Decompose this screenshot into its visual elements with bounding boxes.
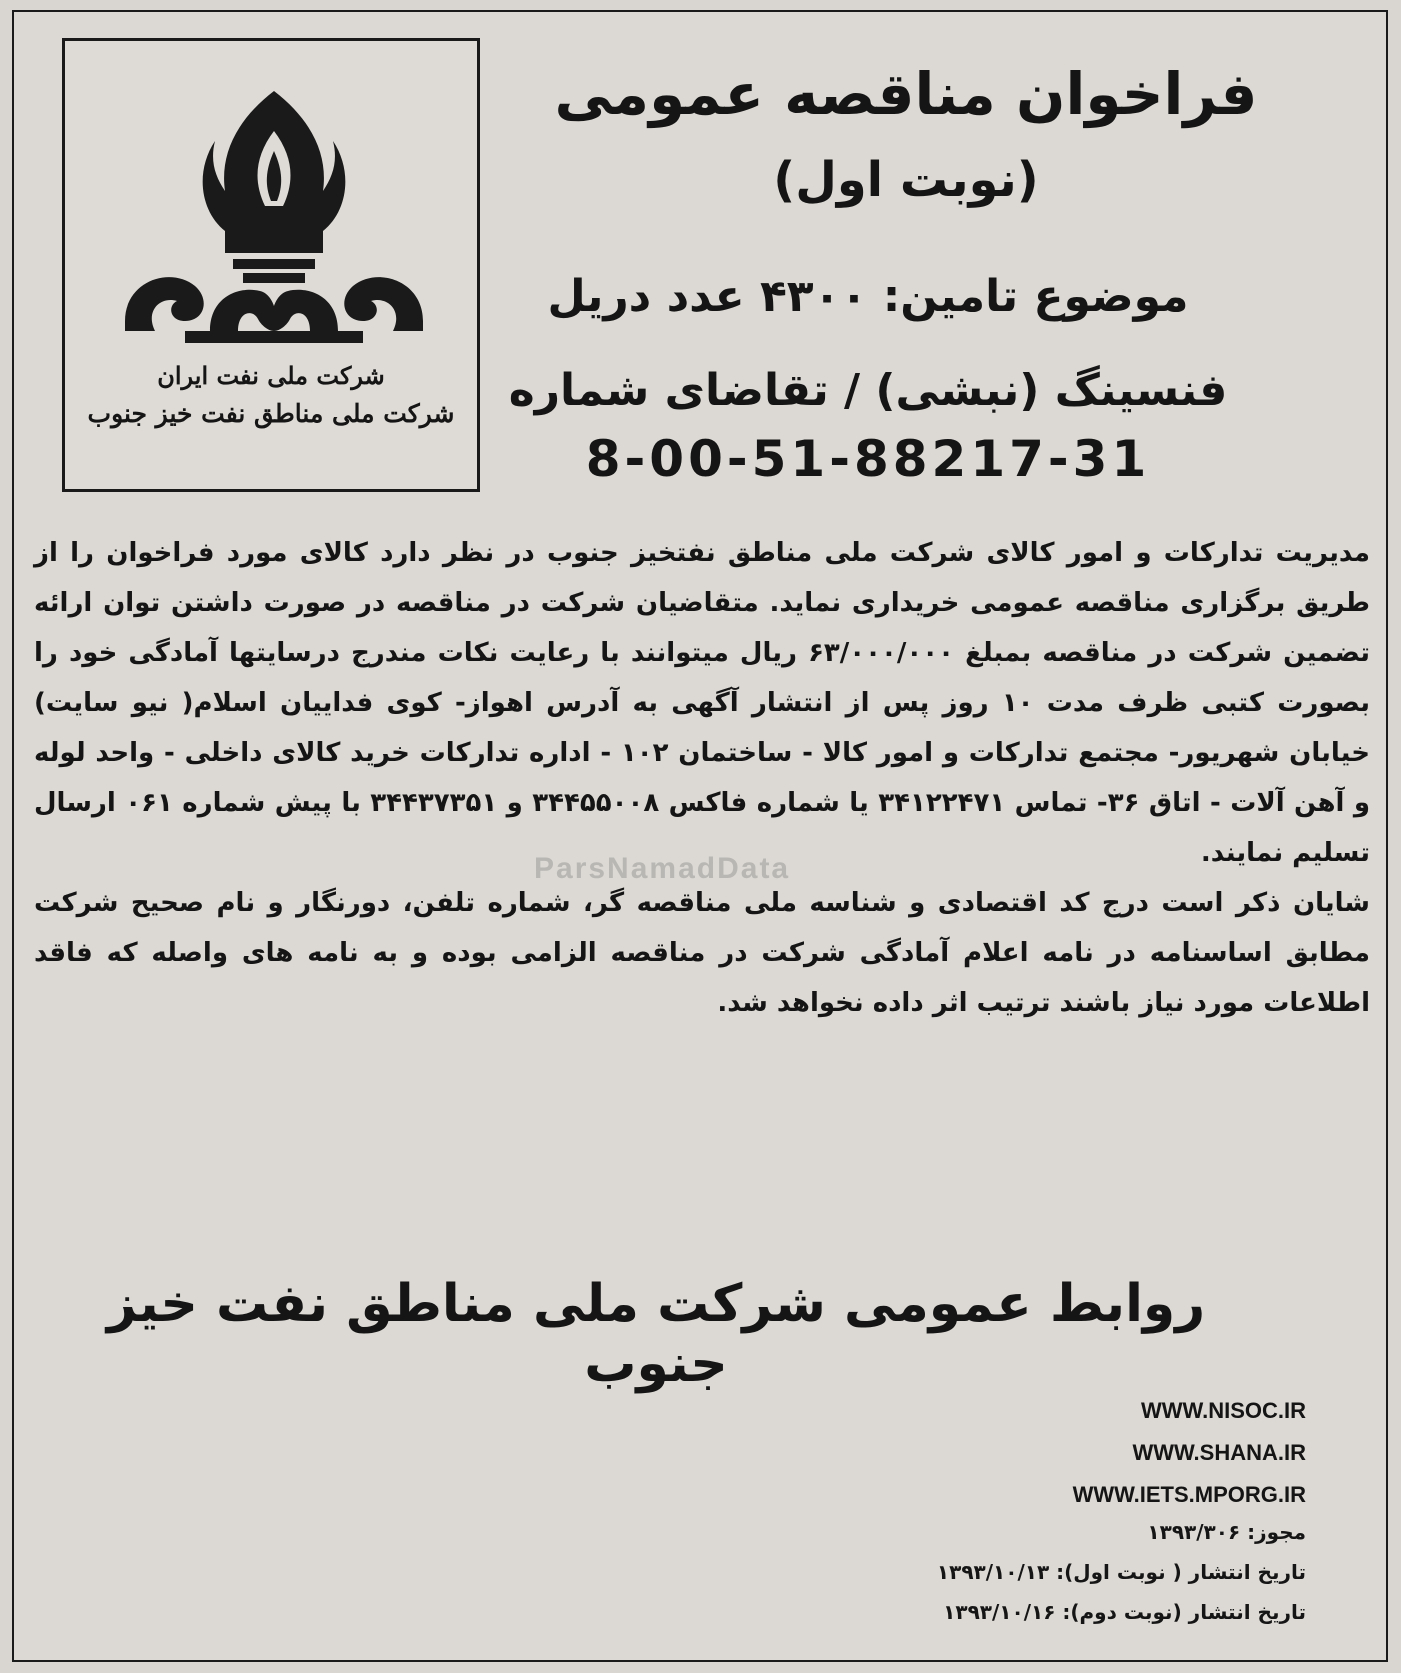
publication-info (937, 1512, 1306, 1632)
website-list (1073, 1390, 1306, 1516)
announcement-round: (نوبت اول) (773, 152, 1039, 208)
request-reference-number: 8-00-51-88217-31 (585, 430, 1151, 488)
subject-line-2: فنسینگ (نبشی) / تقاضای شماره (508, 365, 1228, 416)
signature-public-relations: روابط عمومی شرکت ملی مناطق نفت خیز جنوب (106, 1274, 1206, 1394)
website-link[interactable]: WWW.SHANA.IR (1132, 1440, 1306, 1465)
logo-caption-nioc: شرکت ملی نفت ایران (157, 361, 385, 390)
logo-caption-nisoc: شرکت ملی مناطق نفت خیز جنوب (87, 399, 455, 428)
announcement-body (34, 528, 1370, 1028)
body-paragraph-2: شایان ذکر است درج کد اقتصادی و شناسه ملی مناقصه گر، شماره تلفن، دورنگار و نام صحیح شرکت مطابق اساسنامه در نامه اعلام آمادگی شرکت در مناقصه الزامی بوده و به نامه های واصله که فاقد اطلاعات مورد نیاز باشند ترتیب اثر داده نخواهد شد. (34, 888, 1370, 1018)
website-link[interactable]: WWW.NISOC.IR (1141, 1398, 1306, 1423)
publish-date-second: تاریخ انتشار (نوبت دوم): ۱۳۹۳/۱۰/۱۶ (943, 1600, 1306, 1624)
permit-number: مجوز: ۱۳۹۳/۳۰۶ (1147, 1520, 1306, 1544)
advertisement-frame (12, 10, 1388, 1662)
watermark-text: ParsNamadData (534, 852, 791, 885)
subject-line-1: موضوع تامین: ۴۳۰۰ عدد دریل (547, 271, 1189, 322)
page-title: فراخوان مناقصه عمومی (554, 60, 1258, 128)
body-paragraph-1: مدیریت تدارکات و امور کالای شرکت ملی مناطق نفتخیز جنوب در نظر دارد کالای مورد فراخوان را از طریق برگزاری مناقصه عمومی خریداری نماید. متقاضیان شرکت در مناقصه در صورت داشتن توان ارائه تضمین شرکت در مناقصه بمبلغ ۶۳/۰۰۰/۰۰۰ ریال میتوانند با رعایت نکات مندرج درسایتها آمادگی خود را بصورت کتبی ظرف مدت ۱۰ روز پس از انتشار آگهی به آدرس اهواز- کوی فداییان اسلام( نیو سایت) خیابان شهریور- مجتمع تدارکات و امور کالا - ساختمان ۱۰۲ - اداره تدارکات خرید کالای داخلی - واحد لوله و آهن آلات - اتاق ۳۶- تماس ۳۴۱۲۲۴۷۱ یا شماره فاکس ۳۴۴۵۵۰۰۸ و ۳۴۴۳۷۳۵۱ با پیش شماره ۰۶۱ ارسال تسلیم نمایند. (34, 538, 1371, 868)
company-logo-box (62, 38, 480, 492)
tender-subject (428, 250, 1308, 438)
nioc-flame-logo-icon (115, 81, 433, 351)
publish-date-first: تاریخ انتشار ( نوبت اول): ۱۳۹۳/۱۰/۱۳ (936, 1560, 1306, 1584)
website-link[interactable]: WWW.IETS.MPORG.IR (1072, 1482, 1306, 1507)
